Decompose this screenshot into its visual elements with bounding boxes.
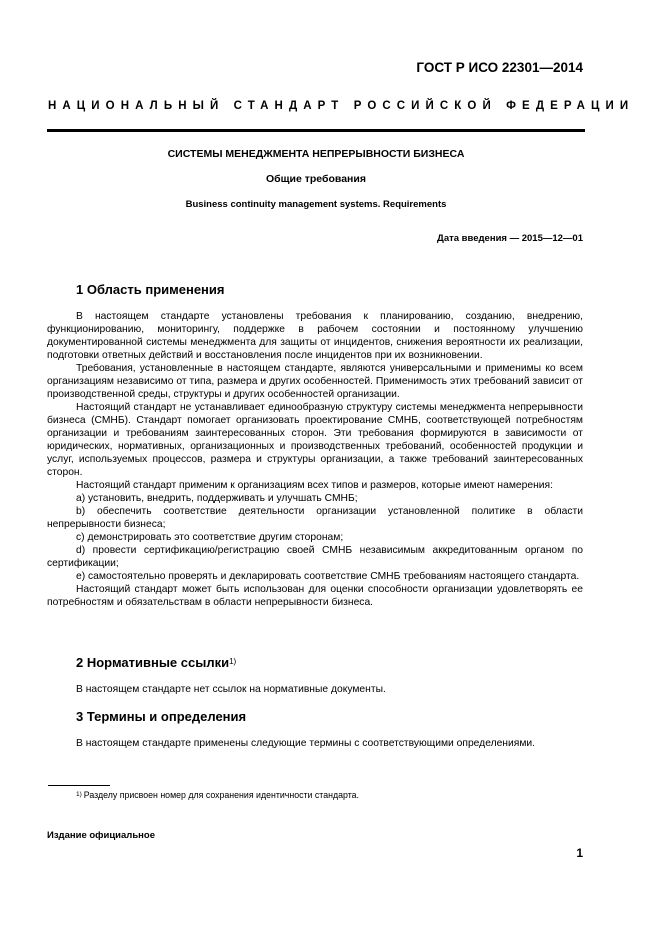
- edition-label: Издание официальное: [47, 830, 155, 841]
- list-item: е) самостоятельно проверять и декларировать соответствие СМНБ требованиям настоящего стандарта.: [76, 571, 580, 582]
- list-item: а) установить, внедрить, поддерживать и улучшать СМНБ;: [76, 493, 358, 504]
- footnote: [76, 790, 359, 800]
- paragraph: Настоящий стандарт не устанавливает единообразную структуру системы менеджмента непрерывности бизнеса (СМНБ). Стандарт помогает организовать проектирование СМНБ, соответствующей потребностям организации и требованиям заинтересованных сторон. Эти требования формируются в зависимости от юридических, нормативных, организационных и производственных требований, особенностей продукции и услуг, используемых процессов, размера и структуры организации, а также требований заинтересованных сторон.: [47, 402, 583, 478]
- list-item: d) провести сертификацию/регистрацию своей СМНБ независимым аккредитованным органом по сертификации;: [47, 545, 583, 569]
- introduction-date: Дата введения — 2015—12—01: [437, 233, 583, 244]
- section-2-heading-text: 2 Нормативные ссылки: [76, 655, 230, 670]
- paragraph: Настоящий стандарт применим к организациям всех типов и размеров, которые имеют намерения:: [76, 480, 553, 491]
- english-title: Business continuity management systems. Requirements: [185, 199, 447, 210]
- standard-title: СИСТЕМЫ МЕНЕДЖМЕНТА НЕПРЕРЫВНОСТИ БИЗНЕСА: [167, 148, 465, 160]
- section-3-heading: 3 Термины и определения: [76, 709, 247, 724]
- list-item: с) демонстрировать это соответствие другим сторонам;: [76, 532, 344, 543]
- section-2-heading: [76, 655, 236, 670]
- document-id: ГОСТ Р ИСО 22301—2014: [416, 60, 583, 75]
- paragraph: Требования, установленные в настоящем стандарте, являются универсальными и применимы ко всем организациям независимо от типа, размера и других особенностей. Применимость этих требований зависит от производственной среды, структуры и других особенностей организации.: [47, 363, 583, 400]
- paragraph: Настоящий стандарт может быть использован для оценки способности организации удовлетворять ее потребностям и обязательствам в области непрерывности бизнеса.: [47, 584, 583, 608]
- footnote-reference[interactable]: 1): [229, 657, 237, 666]
- footnote-text: Разделу присвоен номер для сохранения идентичности стандарта.: [83, 790, 359, 800]
- paragraph: В настоящем стандарте установлены требования к планированию, созданию, внедрению, функционированию, мониторингу, поддержке в рабочем состоянии и постоянному улучшению документированной системы менеджмента для защиты от инцидентов, снижения вероятности их реализации, подготовки ответных действий и восстановления после инцидентов при их возникновении.: [47, 311, 583, 361]
- standard-subtitle: Общие требования: [266, 173, 366, 185]
- paragraph: В настоящем стандарте нет ссылок на нормативные документы.: [76, 684, 386, 695]
- section-2-body: [47, 683, 583, 696]
- national-standard-title: НАЦИОНАЛЬНЫЙ СТАНДАРТ РОССИЙСКОЙ ФЕДЕРАЦИИ: [48, 100, 635, 112]
- list-item: b) обеспечить соответствие деятельности организации установленной политике в области непрерывности бизнеса;: [47, 506, 583, 530]
- page-number: 1: [576, 846, 583, 860]
- footnote-rule: [48, 785, 110, 786]
- section-1-heading: 1 Область применения: [76, 282, 225, 297]
- section-3-body: [47, 737, 583, 750]
- footnote-mark: 1): [76, 791, 82, 798]
- section-1-body: [47, 310, 583, 609]
- header-rule: [47, 129, 585, 132]
- paragraph: В настоящем стандарте применены следующие термины с соответствующими определениями.: [76, 738, 536, 749]
